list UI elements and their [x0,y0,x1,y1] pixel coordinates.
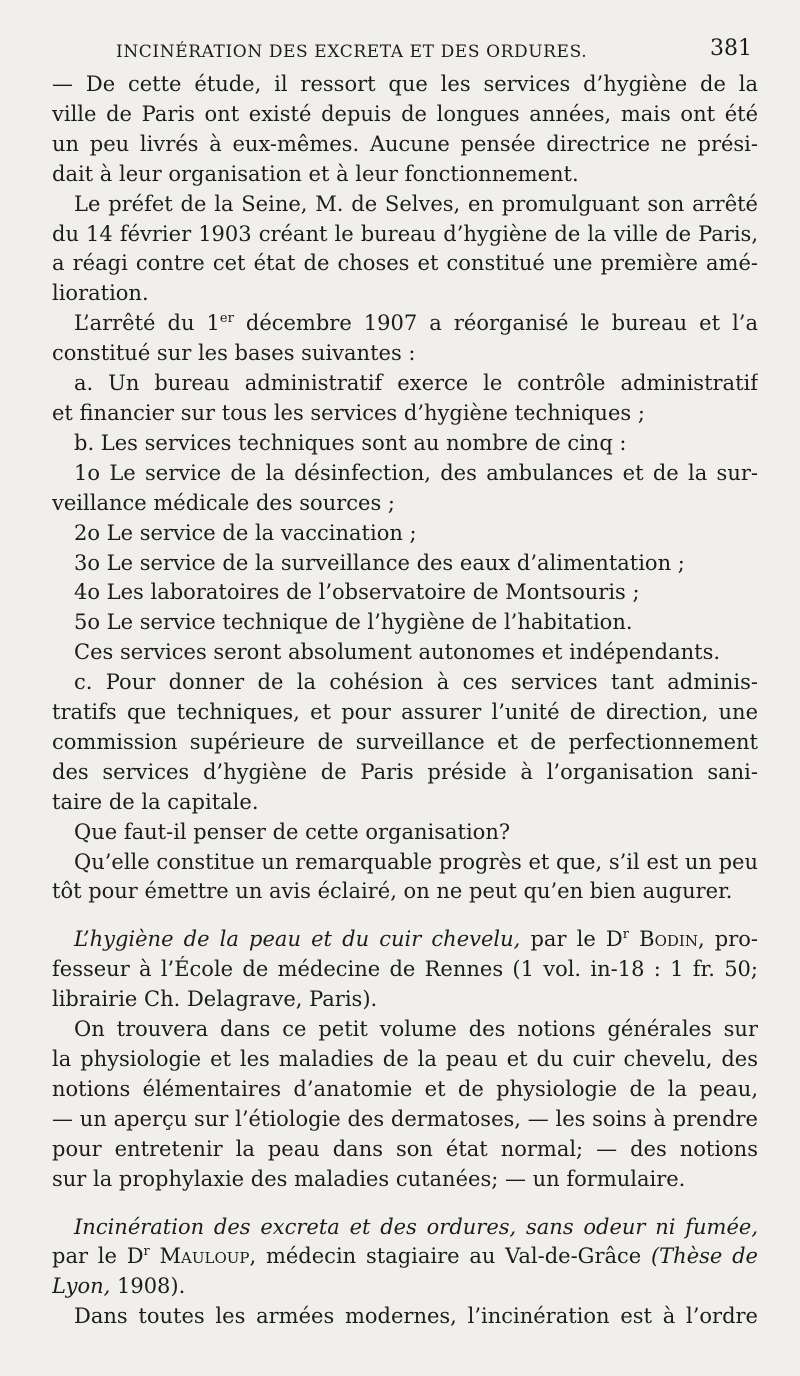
text-line [52,309,758,339]
text-line: ville de Paris ont existé depuis de longues années, mais ont été [52,101,758,126]
superscript: r [143,1244,150,1260]
main-text [52,70,758,1332]
text-line: la physiologie et les maladies de la peau et du cuir chevelu, des [52,1047,758,1071]
book-title: L’hygiène de la peau et du cuir chevelu, [74,927,521,952]
these-label: (Thèse de [650,1244,758,1269]
review-mauloup [52,1213,758,1333]
text-line: fesseur à l’École de médecine de Rennes (1 vol. in-18 : 1 fr. 50; [52,957,758,982]
text-line: 3o Le service de la surveillance des eaux d’alimentation ; [74,550,685,575]
text-line: veillance médicale des sources ; [52,490,395,515]
text-line: a réagi contre cet état de choses et constitué une première amé- [52,251,758,276]
text-line: 4o Les laboratoires de l’observatoire de Montsouris ; [74,580,640,605]
section-gap [52,1195,758,1213]
text-line: constitué sur les bases suivantes : [52,341,416,366]
text-line: Dans toutes les armées modernes, l’incinération est à l’ordre [74,1304,758,1329]
text-line: Qu’elle constitue un remarquable progrès et que, s’il est un peu [74,849,758,874]
text-line: Le préfet de la Seine, M. de Selves, en promulguant son arrêté [74,191,758,216]
service-list [52,459,758,638]
list-item-b [52,429,758,459]
text-line: 2o Le service de la vaccination ; [74,520,417,545]
text-line: notions élémentaires d’anatomie et de physiologie de la peau, [52,1076,758,1101]
paragraph-answer [52,848,758,908]
text-line [52,1272,758,1302]
text-line: taire de la capitale. [52,789,259,814]
text-line [52,1242,758,1272]
text-line: 1o Le service de la désinfection, des ambulances et de la sur- [74,460,758,485]
text-line: librairie Ch. Delagrave, Paris). [52,987,378,1012]
running-title: INCINÉRATION DES EXCRETA ET DES ORDURES. [116,42,588,62]
page-number: 381 [710,36,752,61]
paragraph-intro [52,70,758,190]
text-line: pour entretenir la peau dans son état normal; — des notions [52,1136,758,1161]
text-line: Que faut-il penser de cette organisation? [74,819,511,844]
text-line: 5o Le service technique de l’hygiène de l’habitation. [74,610,633,635]
city-name: Lyon, [52,1274,111,1299]
text-line: — De cette étude, il ressort que les services d’hygiène de la [52,72,758,96]
list-item-c [52,668,758,818]
text-fragment: par le D [520,927,623,952]
text-fragment: 1908). [110,1274,186,1299]
paragraph-question [52,818,758,848]
text-line: tôt pour émettre un avis éclairé, on ne peut qu’en bien augurer. [52,879,733,904]
text-line: dait à leur organisation et à leur fonctionnement. [52,161,579,186]
text-fragment: décembre 1907 a réorganisé le bureau et l’a [233,311,758,336]
text-line: b. Les services techniques sont au nombre de cinq : [74,430,627,455]
text-line: a. Un bureau administratif exerce le contrôle administratif [74,371,758,396]
author-name: Bodin [639,927,698,952]
text-line: On trouvera dans ce petit volume des notions générales sur [74,1017,758,1042]
text-line: c. Pour donner de la cohésion à ces services tant adminis- [74,670,758,695]
text-fragment: , médecin stagiaire au Val-de-Grâce [249,1244,651,1269]
text-line: Ces services seront absolument autonomes et indépendants. [74,640,721,665]
paragraph-autonomy [52,638,758,668]
text-fragment: L’arrêté du 1 [74,311,220,336]
paragraph-prefet [52,190,758,310]
text-line: du 14 février 1903 créant le bureau d’hygiène de la ville de Paris, [52,221,758,246]
text-fragment: par le D [52,1244,144,1269]
text-line: tratifs que techniques, et pour assurer l’unité de direction, une [52,700,758,725]
text-line [52,925,758,955]
paragraph-arrete [52,309,758,369]
text-line: et financier sur tous les services d’hygiène techniques ; [52,400,645,425]
text-line: lioration. [52,281,149,306]
section-gap [52,907,758,925]
text-line [52,1213,758,1243]
review-bodin [52,925,758,1194]
text-line: des services d’hygiène de Paris préside à l’organisation sani- [52,759,758,784]
text-line: commission supérieure de surveillance et de perfectionnement [52,729,758,754]
author-name: Mauloup [159,1244,250,1269]
text-fragment: , pro- [697,927,758,952]
running-header [52,24,758,70]
superscript: r [622,927,629,943]
text-line: — un aperçu sur l’étiologie des dermatoses, — les soins à prendre [52,1106,758,1131]
superscript: er [219,311,234,327]
list-item-a [52,369,758,429]
text-line: un peu livrés à eux-mêmes. Aucune pensée directrice ne prési- [52,131,758,156]
text-line: sur la prophylaxie des maladies cutanées; — un formulaire. [52,1166,686,1191]
book-title: Incinération des excreta et des ordures, sans odeur ni fumée, [74,1214,758,1239]
